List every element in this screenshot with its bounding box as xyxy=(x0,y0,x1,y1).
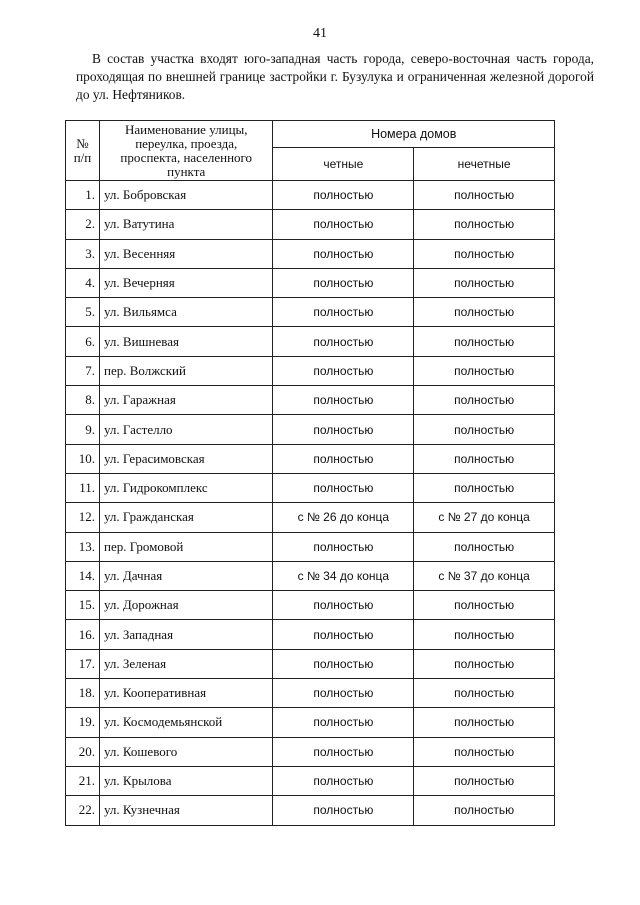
even-houses: полностью xyxy=(273,239,414,268)
table-row xyxy=(66,532,555,561)
row-number: 9. xyxy=(66,415,100,444)
table-row xyxy=(66,796,555,825)
row-number: 21. xyxy=(66,766,100,795)
even-houses: полностью xyxy=(273,649,414,678)
street-name: ул. Ватутина xyxy=(99,210,273,239)
odd-houses: полностью xyxy=(414,210,555,239)
even-houses: полностью xyxy=(273,268,414,297)
even-houses: полностью xyxy=(273,444,414,473)
street-name: ул. Крылова xyxy=(99,766,273,795)
odd-houses: полностью xyxy=(414,649,555,678)
row-number: 6. xyxy=(66,327,100,356)
even-houses: полностью xyxy=(273,473,414,502)
odd-houses: полностью xyxy=(414,239,555,268)
odd-houses: полностью xyxy=(414,620,555,649)
odd-houses: полностью xyxy=(414,532,555,561)
table-row xyxy=(66,649,555,678)
table-row xyxy=(66,708,555,737)
street-name: ул. Герасимовская xyxy=(99,444,273,473)
odd-houses: с № 27 до конца xyxy=(414,503,555,532)
table-row xyxy=(66,591,555,620)
street-name: ул. Дорожная xyxy=(99,591,273,620)
table-row xyxy=(66,386,555,415)
street-name: ул. Гастелло xyxy=(99,415,273,444)
even-houses: полностью xyxy=(273,298,414,327)
even-houses: полностью xyxy=(273,796,414,825)
header-houses: Номера домов xyxy=(273,121,555,148)
row-number: 5. xyxy=(66,298,100,327)
table-row xyxy=(66,473,555,502)
row-number: 11. xyxy=(66,473,100,502)
table-row xyxy=(66,620,555,649)
even-houses: с № 26 до конца xyxy=(273,503,414,532)
even-houses: полностью xyxy=(273,708,414,737)
row-number: 8. xyxy=(66,386,100,415)
street-name: ул. Кошевого xyxy=(99,737,273,766)
odd-houses: полностью xyxy=(414,766,555,795)
odd-houses: полностью xyxy=(414,327,555,356)
header-odd: нечетные xyxy=(414,148,555,181)
street-name: ул. Вечерняя xyxy=(99,268,273,297)
row-number: 22. xyxy=(66,796,100,825)
table-row xyxy=(66,679,555,708)
row-number: 10. xyxy=(66,444,100,473)
street-name: пер. Волжский xyxy=(99,356,273,385)
table-row xyxy=(66,415,555,444)
street-name: ул. Вишневая xyxy=(99,327,273,356)
row-number: 3. xyxy=(66,239,100,268)
even-houses: полностью xyxy=(273,386,414,415)
odd-houses: полностью xyxy=(414,473,555,502)
row-number: 2. xyxy=(66,210,100,239)
row-number: 18. xyxy=(66,679,100,708)
even-houses: полностью xyxy=(273,679,414,708)
odd-houses: полностью xyxy=(414,386,555,415)
street-name: ул. Вильямса xyxy=(99,298,273,327)
even-houses: полностью xyxy=(273,210,414,239)
intro-paragraph xyxy=(76,50,594,104)
street-name: ул. Гаражная xyxy=(99,386,273,415)
odd-houses: полностью xyxy=(414,679,555,708)
row-number: 14. xyxy=(66,561,100,590)
row-number: 1. xyxy=(66,181,100,210)
row-number: 4. xyxy=(66,268,100,297)
header-number: № п/п xyxy=(66,121,100,181)
intro-text: В состав участка входят юго-западная часть города, северо-восточная часть города, проходящая по внешней границе застройки г. Бузулука и ограниченная железной дорогой до ул. Нефтяников. xyxy=(76,51,594,102)
odd-houses: полностью xyxy=(414,591,555,620)
table-row xyxy=(66,503,555,532)
even-houses: полностью xyxy=(273,737,414,766)
street-name: ул. Бобровская xyxy=(99,181,273,210)
even-houses: полностью xyxy=(273,532,414,561)
even-houses: полностью xyxy=(273,415,414,444)
street-name: ул. Весенняя xyxy=(99,239,273,268)
header-name: Наименование улицы, переулка, проезда, проспекта, населенного пункта xyxy=(99,121,273,181)
table-row xyxy=(66,327,555,356)
odd-houses: полностью xyxy=(414,181,555,210)
header-even: четные xyxy=(273,148,414,181)
odd-houses: с № 37 до конца xyxy=(414,561,555,590)
row-number: 12. xyxy=(66,503,100,532)
odd-houses: полностью xyxy=(414,444,555,473)
table-row xyxy=(66,356,555,385)
even-houses: полностью xyxy=(273,356,414,385)
odd-houses: полностью xyxy=(414,737,555,766)
odd-houses: полностью xyxy=(414,268,555,297)
odd-houses: полностью xyxy=(414,796,555,825)
street-name: ул. Западная xyxy=(99,620,273,649)
table-row xyxy=(66,181,555,210)
table-row xyxy=(66,737,555,766)
row-number: 7. xyxy=(66,356,100,385)
street-name: ул. Гражданская xyxy=(99,503,273,532)
row-number: 19. xyxy=(66,708,100,737)
even-houses: полностью xyxy=(273,620,414,649)
even-houses: с № 34 до конца xyxy=(273,561,414,590)
odd-houses: полностью xyxy=(414,298,555,327)
even-houses: полностью xyxy=(273,766,414,795)
street-name: ул. Зеленая xyxy=(99,649,273,678)
even-houses: полностью xyxy=(273,327,414,356)
table-row xyxy=(66,766,555,795)
street-name: ул. Дачная xyxy=(99,561,273,590)
streets-table xyxy=(65,120,555,826)
odd-houses: полностью xyxy=(414,708,555,737)
row-number: 13. xyxy=(66,532,100,561)
table-row xyxy=(66,444,555,473)
street-name: ул. Космодемьянской xyxy=(99,708,273,737)
even-houses: полностью xyxy=(273,591,414,620)
street-name: ул. Кузнечная xyxy=(99,796,273,825)
table-row xyxy=(66,268,555,297)
row-number: 17. xyxy=(66,649,100,678)
street-name: ул. Гидрокомплекс xyxy=(99,473,273,502)
street-name: пер. Громовой xyxy=(99,532,273,561)
row-number: 16. xyxy=(66,620,100,649)
odd-houses: полностью xyxy=(414,415,555,444)
page-number: 41 xyxy=(313,26,327,41)
street-name: ул. Кооперативная xyxy=(99,679,273,708)
row-number: 15. xyxy=(66,591,100,620)
even-houses: полностью xyxy=(273,181,414,210)
row-number: 20. xyxy=(66,737,100,766)
table-row xyxy=(66,210,555,239)
odd-houses: полностью xyxy=(414,356,555,385)
table-row xyxy=(66,561,555,590)
table-row xyxy=(66,298,555,327)
table-row xyxy=(66,239,555,268)
